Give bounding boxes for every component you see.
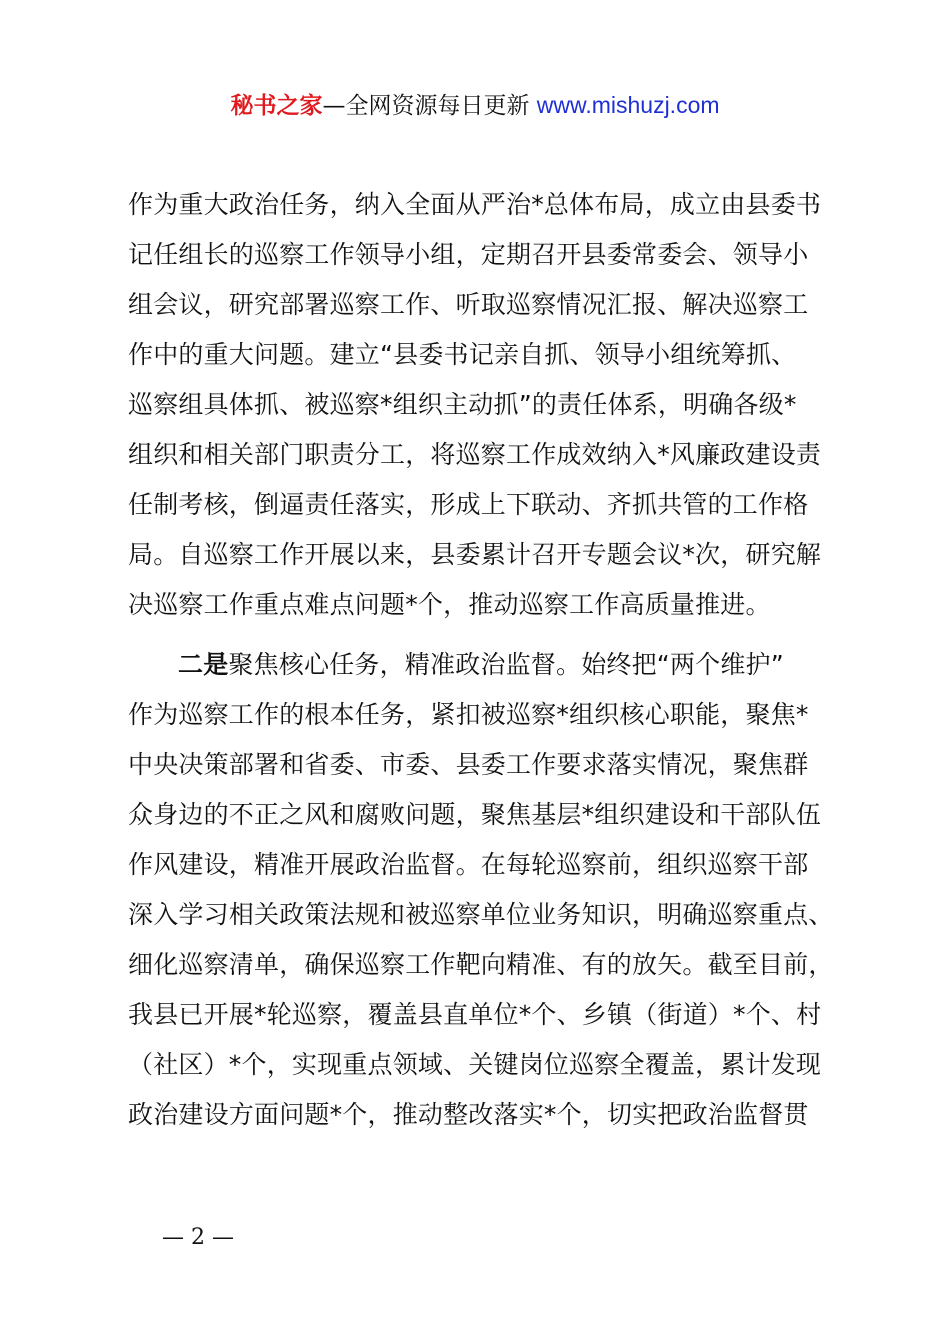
text-line: 作为重大政治任务，纳入全面从严治*总体布局，成立由县委书 <box>128 190 822 219</box>
text-line: 作风建设，精准开展政治监督。在每轮巡察前，组织巡察干部 <box>128 850 809 879</box>
text-line: 局。自巡察工作开展以来，县委累计召开专题会议*次，研究解 <box>128 540 822 569</box>
paragraph-1 <box>128 180 848 630</box>
text-line: 记任组长的巡察工作领导小组，定期召开县委常委会、领导小 <box>128 240 809 269</box>
text-line: 组织和相关部门职责分工，将巡察工作成效纳入*风廉政建设责 <box>128 440 822 469</box>
page-header <box>0 88 950 123</box>
text-line: 巡察组具体抓、被巡察*组织主动抓”的责任体系，明确各级* <box>128 390 797 419</box>
text-line: 我县已开展*轮巡察，覆盖县直单位*个、乡镇（街道）*个、村 <box>128 1000 822 1029</box>
text-line: 任制考核，倒逼责任落实，形成上下联动、齐抓共管的工作格 <box>128 490 809 519</box>
paragraph-2 <box>128 640 848 1140</box>
section-heading-text: 聚焦核心任务，精准政治监督。始终把“两个维护” <box>228 650 784 679</box>
text-line: 众身边的不正之风和腐败问题，聚焦基层*组织建设和干部队伍 <box>128 800 822 829</box>
page-number: — 2 — <box>162 1225 234 1250</box>
text-line: 作为巡察工作的根本任务，紧扣被巡察*组织核心职能，聚焦* <box>128 700 809 729</box>
section-lead: 二是 <box>178 650 229 679</box>
document-body <box>128 180 848 1140</box>
text-line: 作中的重大问题。建立“县委书记亲自抓、领导小组统筹抓、 <box>128 340 797 369</box>
text-line: 组会议，研究部署巡察工作、听取巡察情况汇报、解决巡察工 <box>128 290 809 319</box>
paragraph-spacer <box>128 630 848 640</box>
text-line: 决巡察工作重点难点问题*个，推动巡察工作高质量推进。 <box>128 590 771 619</box>
header-tagline: —全网资源每日更新 <box>322 93 537 119</box>
text-line: 细化巡察清单，确保巡察工作靶向精准、有的放矢。截至目前， <box>128 950 834 979</box>
website-link[interactable]: www.mishuzj.com <box>536 92 720 118</box>
brand-name: 秘书之家 <box>230 93 323 119</box>
paragraph-2-first-line <box>128 640 848 690</box>
text-line: （社区）*个，实现重点领域、关键岗位巡察全覆盖，累计发现 <box>128 1050 822 1079</box>
text-line: 中央决策部署和省委、市委、县委工作要求落实情况，聚焦群 <box>128 750 809 779</box>
text-line: 政治建设方面问题*个，推动整改落实*个，切实把政治监督贯 <box>128 1100 809 1129</box>
text-line: 深入学习相关政策法规和被巡察单位业务知识，明确巡察重点、 <box>128 900 834 929</box>
